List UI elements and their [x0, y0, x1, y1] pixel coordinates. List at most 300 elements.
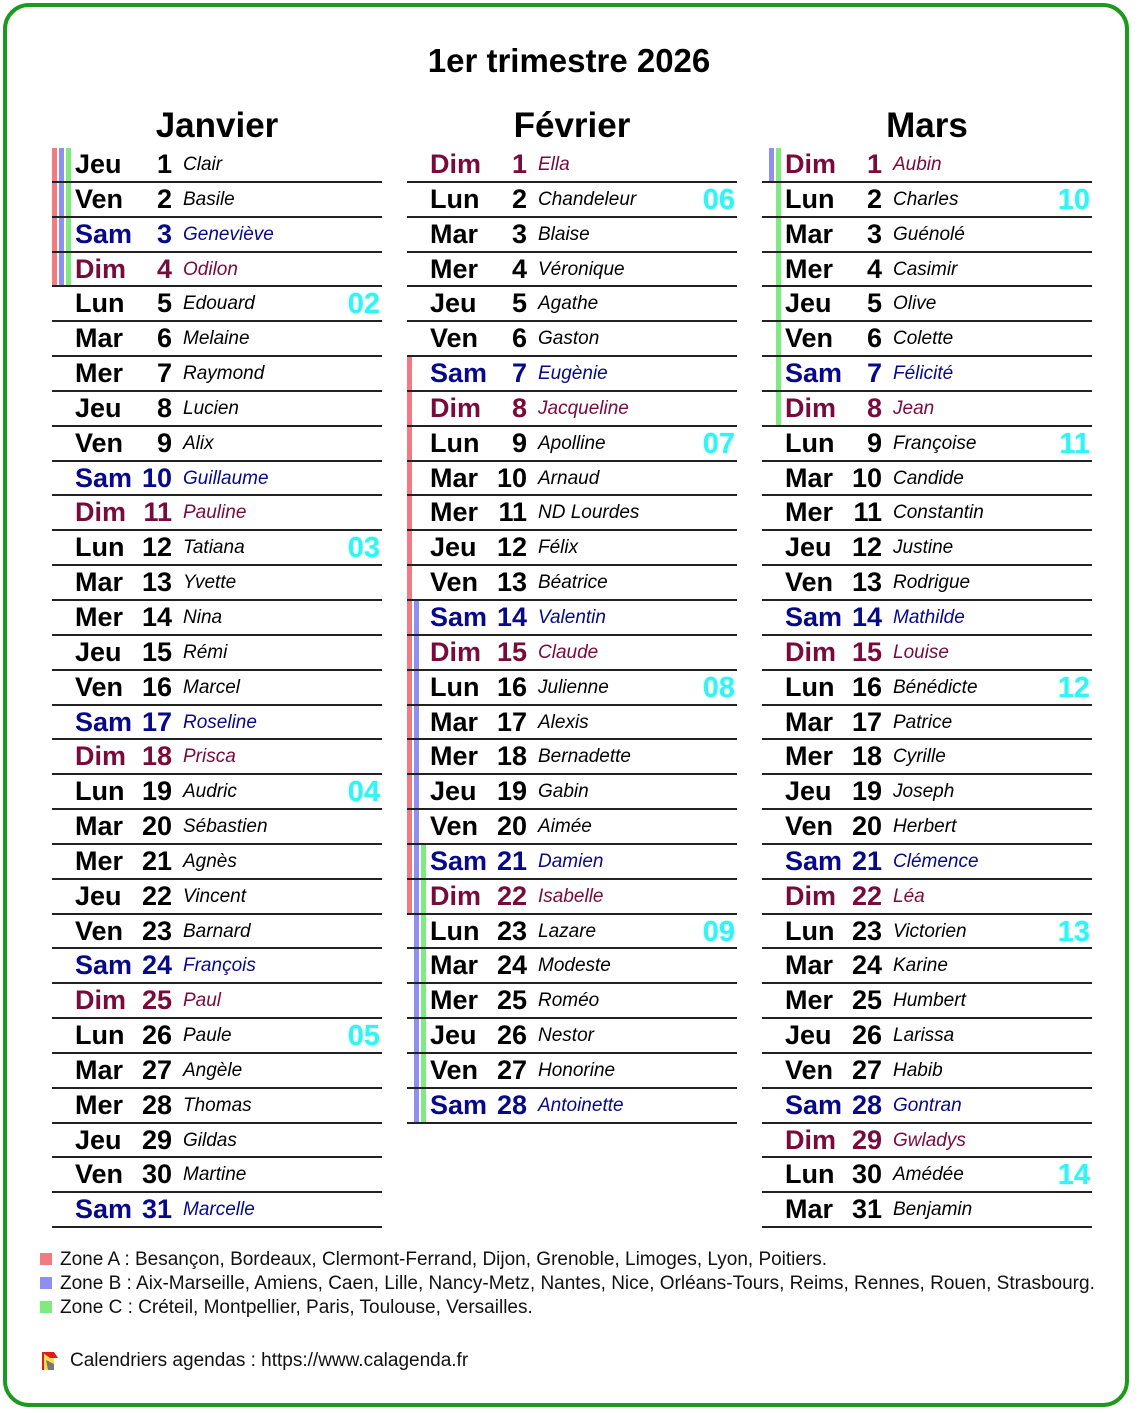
saint-name: Amédée — [893, 1164, 964, 1186]
day-of-week: Jeu — [430, 288, 477, 319]
vacation-zone-a-bar — [407, 496, 412, 529]
vacation-bars — [52, 531, 74, 564]
vacation-zone-a-bar — [52, 253, 57, 286]
vacation-bars — [52, 357, 74, 390]
saint-name: Marcel — [183, 676, 241, 698]
day-number: 24 — [496, 950, 527, 981]
day-row — [52, 253, 382, 288]
day-number: 25 — [851, 985, 882, 1016]
vacation-zone-c-bar — [421, 915, 426, 948]
saint-name: Larissa — [893, 1025, 955, 1047]
vacation-bars — [52, 740, 74, 773]
vacation-bars — [762, 1158, 784, 1191]
vacation-zone-a-bar — [407, 845, 412, 878]
day-row — [762, 671, 1092, 706]
saint-name: Claude — [538, 641, 599, 663]
vacation-zone-c-bar — [421, 1054, 426, 1087]
vacation-zone-c-bar — [776, 357, 781, 390]
vacation-zone-c-bar — [66, 218, 71, 251]
saint-name: Gildas — [183, 1129, 237, 1151]
month-name: Mars — [886, 106, 968, 145]
day-row — [762, 810, 1092, 845]
vacation-zone-a-bar — [407, 810, 412, 843]
vacation-bars — [52, 1019, 74, 1052]
vacation-bars — [762, 915, 784, 948]
day-number: 19 — [141, 776, 172, 807]
day-of-week: Mer — [430, 253, 479, 284]
day-row — [52, 706, 382, 741]
day-number: 31 — [141, 1194, 172, 1225]
day-of-week: Sam — [430, 601, 488, 632]
vacation-bars — [407, 531, 429, 564]
day-of-week: Dim — [430, 636, 482, 667]
vacation-bars — [762, 496, 784, 529]
day-row — [407, 322, 737, 357]
day-number: 25 — [496, 985, 527, 1016]
day-number: 30 — [141, 1159, 172, 1190]
day-list — [762, 148, 1092, 1228]
day-number: 2 — [156, 183, 172, 214]
day-of-week: Lun — [75, 776, 125, 807]
day-of-week: Mar — [75, 323, 124, 354]
vacation-bars — [762, 984, 784, 1017]
saint-name: Chandeleur — [538, 188, 637, 210]
day-number: 12 — [141, 532, 172, 563]
vacation-bars — [407, 322, 429, 355]
saint-name: Françoise — [893, 432, 977, 454]
vacation-bars — [407, 357, 429, 390]
vacation-zone-c-bar — [421, 984, 426, 1017]
saint-name: Gwladys — [893, 1129, 966, 1151]
day-of-week: Jeu — [785, 532, 832, 563]
saint-name: Ella — [538, 154, 570, 175]
footer-link[interactable]: Calendriers agendas : https://www.calagenda.fr — [70, 1350, 469, 1371]
day-of-week: Sam — [785, 358, 843, 389]
saint-name: Habib — [893, 1059, 943, 1081]
vacation-zone-b-bar — [769, 148, 774, 181]
zone-c-swatch-icon — [40, 1301, 52, 1313]
day-row — [407, 740, 737, 775]
vacation-bars — [52, 1124, 74, 1157]
vacation-zone-a-bar — [407, 671, 412, 704]
saint-name: Melaine — [183, 328, 250, 350]
day-of-week: Dim — [785, 392, 837, 423]
vacation-bars — [407, 1054, 429, 1087]
vacation-zone-c-bar — [421, 845, 426, 878]
day-row — [52, 322, 382, 357]
calagenda-logo-icon — [40, 1350, 62, 1372]
saint-name: Vincent — [183, 885, 247, 907]
day-of-week: Sam — [75, 462, 133, 493]
vacation-zone-b-bar — [414, 740, 419, 773]
day-of-week: Ven — [75, 427, 124, 458]
saint-name: Barnard — [183, 920, 251, 942]
day-number: 28 — [141, 1089, 172, 1120]
vacation-bars — [52, 287, 74, 320]
day-number: 17 — [496, 706, 527, 737]
vacation-bars — [407, 601, 429, 634]
day-of-week: Mar — [75, 811, 124, 842]
vacation-bars — [762, 706, 784, 739]
saint-name: ND Lourdes — [538, 502, 640, 524]
day-row — [407, 148, 737, 183]
day-row — [762, 880, 1092, 915]
vacation-zone-b-bar — [59, 253, 64, 286]
day-number: 27 — [851, 1054, 882, 1085]
footer — [40, 1350, 468, 1372]
day-number: 10 — [851, 462, 882, 493]
day-of-week: Mar — [785, 218, 834, 249]
day-row — [762, 357, 1092, 392]
day-row — [407, 496, 737, 531]
vacation-zone-c-bar — [776, 218, 781, 251]
day-of-week: Mer — [430, 497, 479, 528]
saint-name: Humbert — [893, 990, 966, 1012]
day-row — [762, 1124, 1092, 1159]
day-number: 13 — [496, 567, 527, 598]
vacation-bars — [52, 322, 74, 355]
day-list — [52, 148, 382, 1228]
day-row — [762, 531, 1092, 566]
day-of-week: Jeu — [75, 1124, 122, 1155]
saint-name: Yvette — [183, 572, 237, 594]
day-row — [407, 671, 737, 706]
vacation-bars — [52, 706, 74, 739]
day-number: 27 — [141, 1054, 172, 1085]
saint-name: Sébastien — [183, 816, 268, 838]
week-number: 03 — [347, 532, 380, 565]
day-number: 18 — [496, 741, 527, 772]
day-row — [762, 322, 1092, 357]
day-row — [52, 880, 382, 915]
day-row — [762, 183, 1092, 218]
day-row — [762, 984, 1092, 1019]
day-number: 4 — [866, 253, 882, 284]
vacation-bars — [762, 427, 784, 460]
vacation-zone-c-bar — [66, 253, 71, 286]
saint-name: Rémi — [183, 641, 228, 663]
vacation-bars — [762, 671, 784, 704]
day-row — [762, 949, 1092, 984]
day-of-week: Mar — [785, 1194, 834, 1225]
day-of-week: Sam — [785, 601, 843, 632]
vacation-zone-b-bar — [414, 671, 419, 704]
vacation-zone-c-bar — [776, 183, 781, 216]
day-of-week: Sam — [75, 706, 133, 737]
saint-name: Félix — [538, 537, 579, 559]
day-number: 23 — [496, 915, 527, 946]
day-number: 5 — [866, 288, 882, 319]
day-of-week: Lun — [75, 288, 125, 319]
zone-legend — [38, 1248, 1108, 1320]
saint-name: Thomas — [183, 1094, 252, 1116]
vacation-bars — [762, 1193, 784, 1226]
vacation-bars — [407, 845, 429, 878]
saint-name: Antoinette — [538, 1094, 624, 1116]
day-row — [762, 1089, 1092, 1124]
day-row — [762, 1054, 1092, 1089]
day-number: 8 — [156, 392, 172, 423]
day-row — [762, 218, 1092, 253]
day-of-week: Jeu — [785, 288, 832, 319]
day-row — [52, 915, 382, 950]
day-of-week: Dim — [785, 880, 837, 911]
legend-zone-a-text: Zone A : Besançon, Bordeaux, Clermont-Ferrand, Dijon, Grenoble, Limoges, Lyon, Poitiers. — [60, 1249, 828, 1270]
day-number: 9 — [156, 427, 172, 458]
vacation-bars — [407, 392, 429, 425]
day-row — [52, 1158, 382, 1193]
vacation-zone-b-bar — [59, 218, 64, 251]
saint-name: Pauline — [183, 502, 247, 524]
day-of-week: Ven — [75, 1159, 124, 1190]
vacation-zone-a-bar — [407, 636, 412, 669]
vacation-bars — [762, 392, 784, 425]
day-row — [52, 984, 382, 1019]
day-number: 15 — [496, 636, 527, 667]
day-of-week: Mer — [430, 741, 479, 772]
day-row — [52, 496, 382, 531]
vacation-bars — [407, 775, 429, 808]
day-row — [762, 566, 1092, 601]
vacation-bars — [762, 462, 784, 495]
legend-zone-b — [38, 1272, 1108, 1296]
saint-name: Tatiana — [183, 537, 245, 559]
saint-name: Angèle — [183, 1059, 243, 1081]
day-of-week: Jeu — [785, 1020, 832, 1051]
day-number: 26 — [141, 1020, 172, 1051]
vacation-bars — [407, 1019, 429, 1052]
saint-name: Cyrille — [893, 746, 946, 768]
day-number: 11 — [853, 497, 882, 528]
day-number: 27 — [496, 1054, 527, 1085]
week-number: 06 — [702, 183, 735, 216]
vacation-zone-b-bar — [414, 775, 419, 808]
week-number: 11 — [1059, 427, 1090, 460]
day-row — [407, 566, 737, 601]
day-number: 16 — [851, 671, 882, 702]
vacation-bars — [52, 1158, 74, 1191]
vacation-bars — [762, 322, 784, 355]
vacation-zone-a-bar — [407, 601, 412, 634]
day-row — [52, 636, 382, 671]
saint-name: Colette — [893, 328, 954, 350]
day-number: 20 — [851, 811, 882, 842]
saint-name: Charles — [893, 188, 959, 210]
saint-name: Martine — [183, 1164, 247, 1186]
saint-name: Clémence — [893, 850, 979, 872]
saint-name: Alexis — [538, 711, 589, 733]
day-of-week: Dim — [75, 741, 127, 772]
day-row — [407, 949, 737, 984]
day-number: 4 — [156, 253, 172, 284]
day-of-week: Ven — [785, 811, 834, 842]
day-row — [52, 218, 382, 253]
saint-name: Léa — [893, 885, 925, 907]
vacation-zone-c-bar — [776, 392, 781, 425]
day-number: 30 — [851, 1159, 882, 1190]
day-of-week: Mer — [75, 358, 124, 389]
day-number: 21 — [141, 845, 172, 876]
vacation-bars — [52, 949, 74, 982]
day-of-week: Sam — [430, 1089, 488, 1120]
day-of-week: Dim — [75, 985, 127, 1016]
day-number: 6 — [511, 323, 527, 354]
saint-name: Paule — [183, 1025, 232, 1047]
day-row — [407, 810, 737, 845]
day-of-week: Lun — [785, 427, 835, 458]
day-row — [52, 740, 382, 775]
day-of-week: Lun — [75, 532, 125, 563]
saint-name: François — [183, 955, 256, 977]
day-of-week: Mer — [785, 741, 834, 772]
day-of-week: Mar — [430, 706, 479, 737]
vacation-bars — [52, 253, 74, 286]
zone-b-swatch-icon — [40, 1277, 52, 1289]
day-of-week: Mer — [785, 253, 834, 284]
day-number: 12 — [496, 532, 527, 563]
day-number: 1 — [156, 149, 172, 179]
day-number: 29 — [851, 1124, 882, 1155]
day-number: 7 — [866, 358, 882, 389]
day-of-week: Dim — [75, 253, 127, 284]
day-row — [407, 427, 737, 462]
day-row — [762, 427, 1092, 462]
month-name: Janvier — [155, 106, 279, 145]
day-number: 14 — [851, 601, 882, 632]
day-number: 23 — [851, 915, 882, 946]
day-number: 8 — [511, 392, 527, 423]
vacation-bars — [762, 636, 784, 669]
vacation-zone-b-bar — [59, 148, 64, 181]
week-number: 04 — [347, 776, 380, 809]
day-of-week: Jeu — [430, 1020, 477, 1051]
day-row — [407, 253, 737, 288]
day-row — [52, 949, 382, 984]
saint-name: Félicité — [893, 363, 954, 385]
day-of-week: Lun — [75, 1020, 125, 1051]
day-of-week: Ven — [430, 811, 479, 842]
day-number: 24 — [141, 950, 172, 981]
vacation-zone-b-bar — [414, 1054, 419, 1087]
saint-name: Nina — [183, 606, 223, 628]
saint-name: Agnès — [183, 850, 237, 872]
saint-name: Isabelle — [538, 885, 604, 907]
saint-name: Guénolé — [893, 223, 965, 245]
day-of-week: Ven — [785, 567, 834, 598]
day-number: 1 — [866, 149, 882, 179]
vacation-bars — [52, 392, 74, 425]
day-of-week: Ven — [785, 1054, 834, 1085]
day-row — [52, 287, 382, 322]
day-row — [762, 845, 1092, 880]
day-number: 15 — [141, 636, 172, 667]
month-column-janvier — [52, 104, 382, 1228]
day-row — [52, 1019, 382, 1054]
day-row — [52, 183, 382, 218]
day-row — [762, 1193, 1092, 1228]
saint-name: Honorine — [538, 1059, 616, 1081]
saint-name: Guillaume — [183, 467, 269, 489]
day-row — [762, 740, 1092, 775]
day-of-week: Mer — [75, 845, 124, 876]
day-of-week: Sam — [785, 845, 843, 876]
day-number: 26 — [851, 1020, 882, 1051]
vacation-zone-b-bar — [414, 1089, 419, 1122]
vacation-bars — [52, 566, 74, 599]
day-of-week: Ven — [75, 915, 124, 946]
vacation-bars — [52, 810, 74, 843]
day-row — [52, 148, 382, 183]
day-row — [407, 636, 737, 671]
day-of-week: Mar — [430, 218, 479, 249]
day-of-week: Jeu — [75, 636, 122, 667]
day-of-week: Lun — [785, 915, 835, 946]
day-row — [407, 1089, 737, 1124]
vacation-bars — [407, 810, 429, 843]
day-of-week: Ven — [75, 671, 124, 702]
day-number: 13 — [141, 567, 172, 598]
day-row — [52, 845, 382, 880]
day-of-week: Mer — [430, 985, 479, 1016]
saint-name: Olive — [893, 293, 937, 315]
vacation-bars — [762, 775, 784, 808]
saint-name: Victorien — [893, 920, 967, 942]
day-of-week: Jeu — [430, 776, 477, 807]
zone-a-swatch-icon — [40, 1253, 52, 1265]
week-number: 13 — [1057, 915, 1090, 948]
vacation-bars — [407, 566, 429, 599]
vacation-zone-a-bar — [52, 218, 57, 251]
saint-name: Gaston — [538, 328, 600, 350]
vacation-bars — [52, 148, 74, 181]
legend-zone-a — [38, 1248, 1108, 1272]
day-of-week: Dim — [430, 149, 482, 179]
vacation-zone-a-bar — [407, 566, 412, 599]
day-number: 2 — [866, 183, 882, 214]
saint-name: Aimée — [538, 816, 592, 838]
day-of-week: Jeu — [75, 392, 122, 423]
day-number: 14 — [496, 601, 527, 632]
day-number: 3 — [156, 218, 172, 249]
vacation-zone-b-bar — [414, 880, 419, 913]
day-number: 19 — [851, 776, 882, 807]
day-of-week: Mer — [75, 1089, 124, 1120]
vacation-bars — [407, 287, 429, 320]
saint-name: Alix — [183, 432, 214, 454]
day-number: 3 — [866, 218, 882, 249]
day-number: 28 — [496, 1089, 527, 1120]
day-number: 16 — [496, 671, 527, 702]
vacation-bars — [762, 810, 784, 843]
month-column-mars — [762, 104, 1092, 1228]
day-row — [407, 531, 737, 566]
day-number: 2 — [511, 183, 527, 214]
saint-name: Paul — [183, 990, 222, 1012]
legend-zone-b-text: Zone B : Aix-Marseille, Amiens, Caen, Lille, Nancy-Metz, Nantes, Nice, Orléans-Tours, Reims, Rennes, Rouen, Strasbourg. — [60, 1273, 1095, 1294]
vacation-bars — [762, 1124, 784, 1157]
day-number: 11 — [498, 497, 527, 528]
day-row — [52, 1124, 382, 1159]
day-of-week: Dim — [430, 392, 482, 423]
vacation-zone-b-bar — [414, 706, 419, 739]
day-row — [52, 671, 382, 706]
saint-name: Rodrigue — [893, 572, 971, 594]
vacation-zone-a-bar — [407, 880, 412, 913]
day-number: 18 — [851, 741, 882, 772]
page-title: 1er trimestre 2026 — [427, 42, 711, 79]
day-number: 6 — [156, 323, 172, 354]
vacation-bars — [762, 880, 784, 913]
